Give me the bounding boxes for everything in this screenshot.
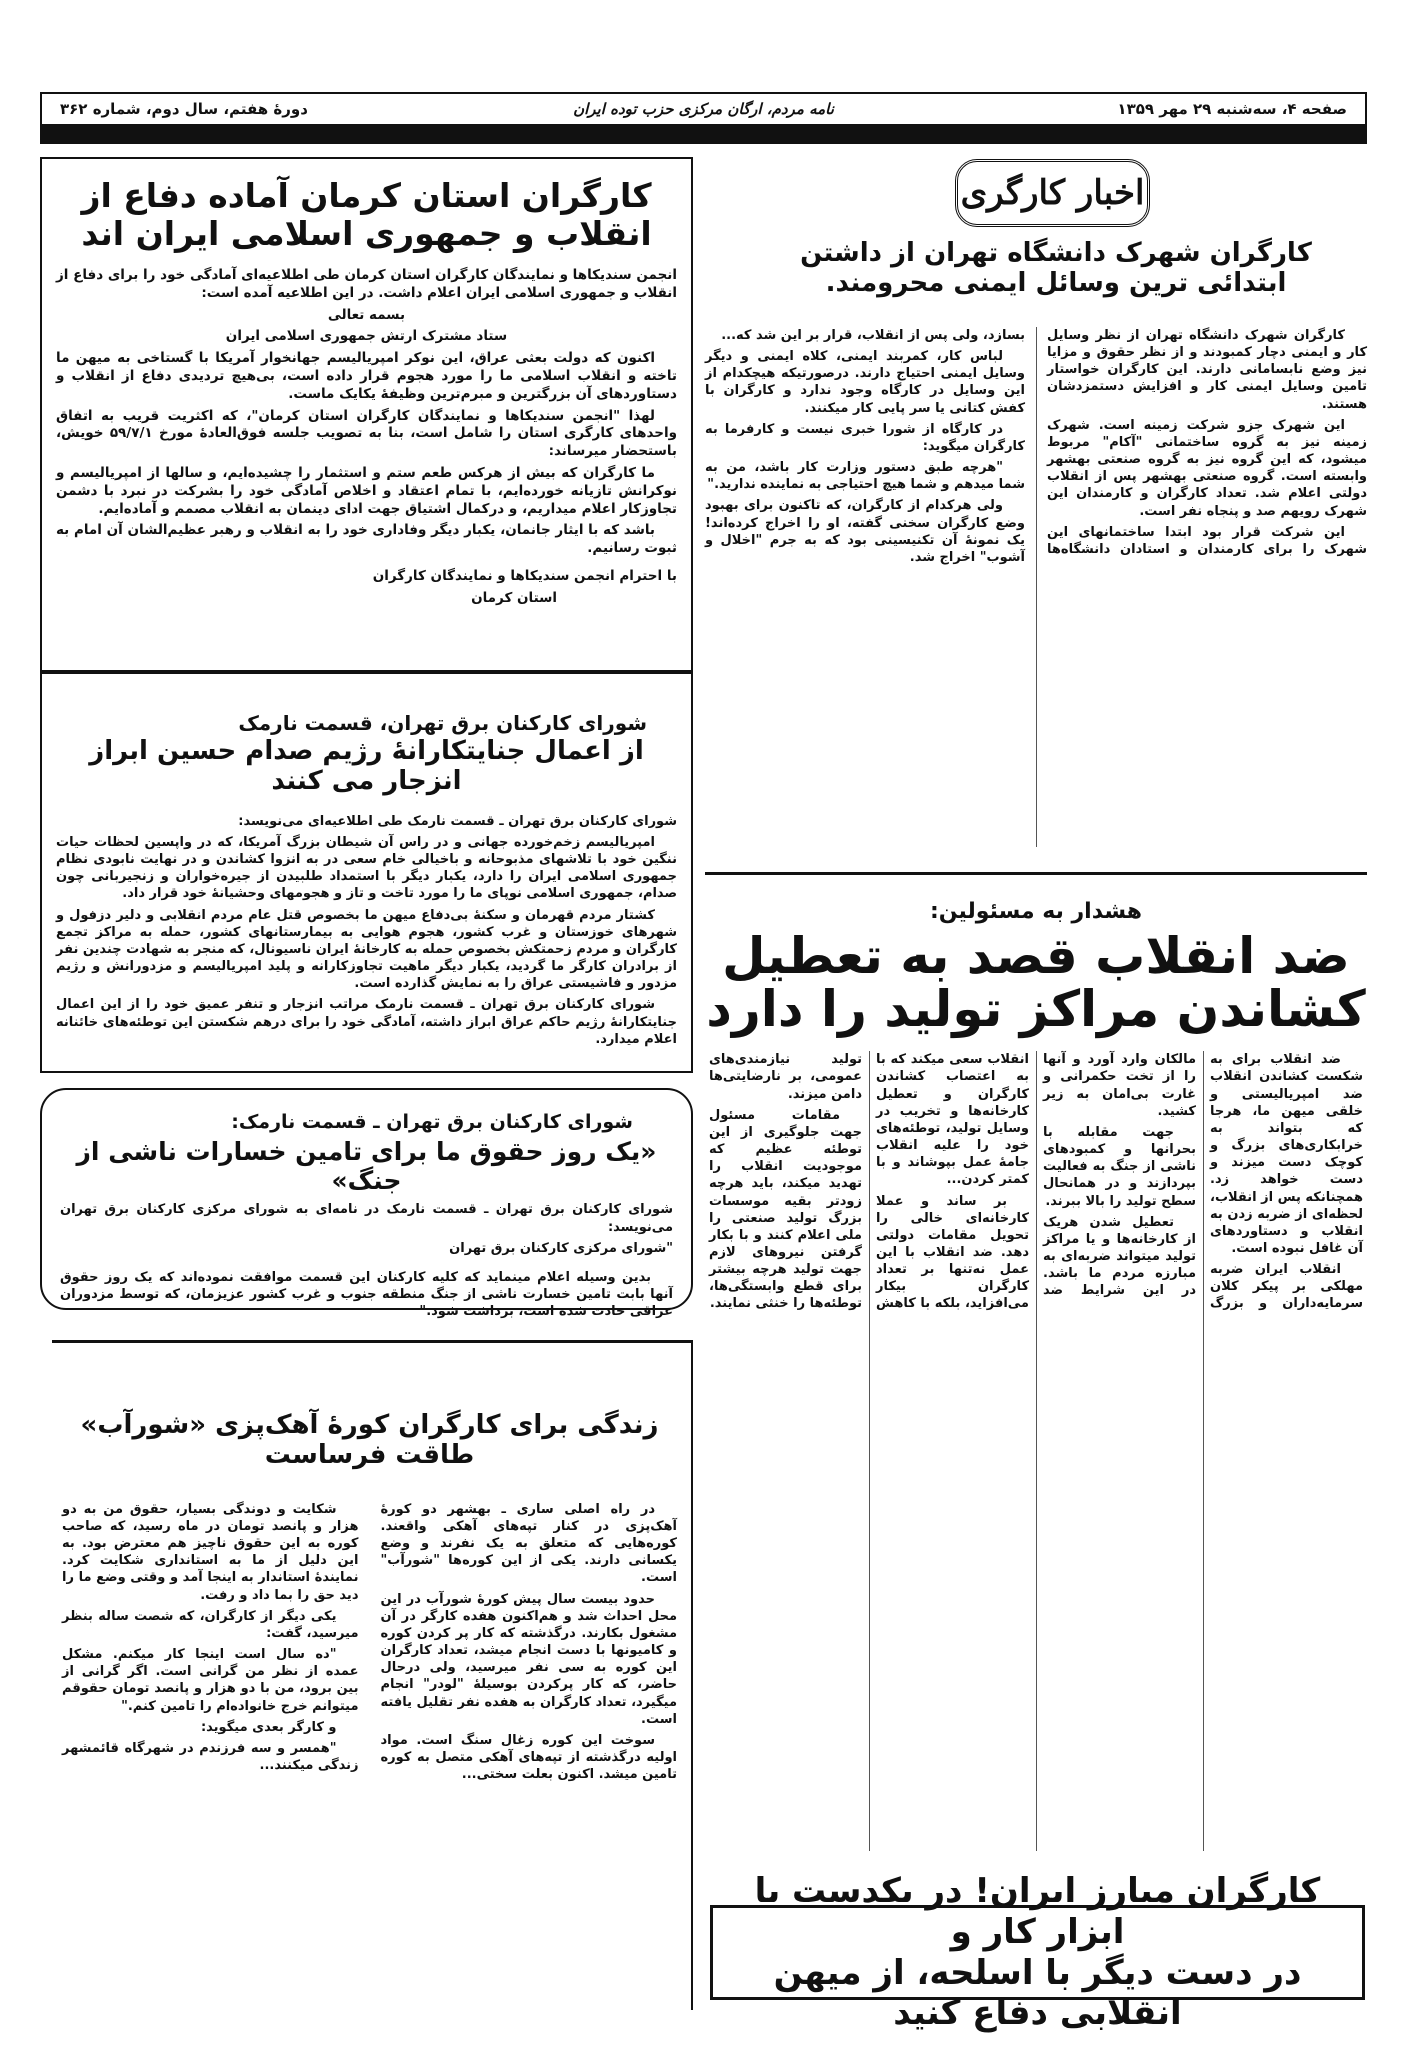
article-body: [705, 1051, 1367, 1851]
article-kerman: [40, 157, 693, 672]
lead: شورای کارکنان برق تهران ـ قسمت نارمک در نامه‌ای به شورای مرکزی کارکنان برق تهران می‌نویسد:: [60, 1202, 673, 1235]
kicker: شورای کارکنان برق تهران، قسمت نارمک: [238, 711, 647, 735]
headline-line-2: طاقت فرساست: [264, 1439, 475, 1470]
article-body: [56, 267, 677, 608]
addressee: "شورای مرکزی کارکنان برق تهران: [449, 1240, 673, 1256]
section-logo: اخبار کارگری: [955, 159, 1150, 227]
paragraph: در راه اصلی ساری ـ بهشهر دو کورهٔ آهک‌پزی در کنار تپه‌های آهکی واقعند. کوره‌هایی که متعلق به یک نفرند و وضع یکسانی دارند. یکی از این کوره‌ها "شورآب" است.: [380, 1501, 677, 1586]
kicker: هشدار به مسئولین:: [929, 899, 1143, 924]
paragraph: بدین وسیله اعلام مینماید که کلیه کارکنان این قسمت موافقت نموده‌اند که یک روز حقوق آنها بابت تامین خسارت ناشی از جنگ منطقه جنوب و غرب کشور عزیزمان، که توسط مزدوران عراقی حادث شده است، برداشت شود.": [60, 1269, 673, 1320]
lead: شورای کارکنان برق تهران ـ قسمت نارمک طی اطلاعیه‌ای می‌نویسد:: [238, 813, 677, 829]
intro: انجمن سندیکاها و نمایندگان کارگران استان کرمان طی اطلاعیه‌ای آمادگی خود را برای دفاع از انقلاب و جمهوری اسلامی ایران اعلام داشت. در این اطلاعیه آمده است:: [56, 266, 677, 301]
paragraph: جهت مقابله با بحرانها و کمبودهای ناشی از جنگ به فعالیت بپردازند و در همانحال سطح تولید را بالا ببرند.: [1043, 1124, 1196, 1209]
headline: کارگران استان کرمان آماده دفاع از انقلاب و جمهوری اسلامی ایران اند: [81, 176, 652, 253]
invocation: بسمه تعالی: [327, 306, 406, 323]
paragraph: سوخت این کوره زغال سنگ است. مواد اولیه درگذشته از تپه‌های آهکی متصل به کوره تامین میشد. اکنون بعلت سختی...: [380, 1732, 677, 1783]
paragraph: انقلاب ایران ضربه مهلکی بر پیکر کلان سرمایه‌داران و بزرگ مالکان وارد آورد و آنها را از تخت حکمرانی و غارت بی‌امان به زیر کشید.: [1043, 1052, 1363, 1312]
paragraph: کشتار مردم قهرمان و سکنهٔ بی‌دفاع میهن ما بخصوص قتل عام مردم انقلابی و دلیر دزفول و شهرهای خوزستان و غرب کشور، هجوم هوایی به بیمارستانهای کشور، حمله به مراکز تجمع کارگران و مردم زحمتکش بخصوص حمله به کارخانهٔ ایران ناسیونال، که منجر به شهادت چندین نفر از برادران کارگر ما گردید، یکبار دیگر ماهیت تجاوزکارانه و پلید امپریالیسم و مزدورانش و رژیم مزدور و فاشیستی عراق را به نمایش گذارده است.: [56, 907, 677, 992]
slogan-banner: [710, 1870, 1365, 2034]
addressee: ستاد مشترک ارتش جمهوری اسلامی ایران: [225, 328, 508, 345]
paragraph: در کارگاه از شورا خبری نیست و کارفرما به کارگران میگوید:: [705, 421, 1025, 454]
paragraph: و کارگر بعدی میگوید:: [200, 1719, 337, 1735]
paragraph: حدود بیست سال پیش کورهٔ شورآب در این محل احداث شد و هم‌اکنون هفده کارگر در آن مشغول بکارند. درگذشته که کار پر کردن کوره و کامیونها با دست انجام میشد، تعداد کارگران این کوره به سی نفر میرسید، ولی درحال حاضر، که کار پرکردن بوسیلهٔ "لودر" انجام میگیرد، تعداد کارگران به هفده نفر تقلیل یافته است.: [380, 1591, 677, 1727]
article-body: [56, 813, 677, 1048]
article-hoshdar: [705, 872, 1367, 1882]
headline: زندگی برای کارگران کورهٔ آهک‌پزی «شورآب»: [80, 1410, 659, 1440]
signature-place: استان کرمان: [471, 589, 557, 606]
paragraph: ضد انقلاب برای به شکست کشاندن انقلاب ضد امپریالیستی و خلقی میهن ما، هرجا که بتواند به خرابکاری‌های بزرگ و کوچک دست میزند و دست خواهد زد. همچنانکه پس از انقلاب، لحظه‌ای از ضربه زدن به انقلاب و دستاوردهای آن غافل نبوده است.: [1210, 1052, 1363, 1257]
article-barq-condemnation: [40, 672, 693, 1073]
paragraph: ما کارگران که بیش از هرکس طعم ستم و استثمار را چشیده‌ایم، و سالها از امپریالیسم و نوکرانش تازیانه خورده‌ایم، با تمام اعتقاد و اخلاص آمادگی خود را بشرکت در نبرد با دشمن تجاوزکار اعلام میداریم، و درکمال اشتیاق جهت ادای دینمان به انقلاب مصمم و آماده‌ایم.: [56, 465, 677, 517]
paragraph: لباس کار، کمربند ایمنی، کلاه ایمنی و دیگر وسایل ایمنی احتیاج دارند. درصورتیکه هیچکدام از این وسایل در کارگاه وجود ندارد و کارگران با کفش کتانی یا سر پایی کار میکنند.: [705, 349, 1025, 416]
paragraph: کارگران شهرک دانشگاه تهران از نظر وسایل کار و ایمنی دچار کمبودند و از نظر حقوق و مزایا نیز وضع نابسامانی دارند. این کارگران خواستار تامین وسایل ایمنی کار و افزایش دستمزدشان هستند.: [1047, 328, 1367, 412]
slogan-line-2: در دست دیگر با اسلحه، از میهن انقلابی دفاع کنید: [773, 1952, 1302, 2034]
paragraph: ولی هرکدام از کارگران، که تاکنون برای بهبود وضع کارگران سخنی گفته، او را اخراج کرده‌اند! یک نمونهٔ آن تکنیسینی بود که به جرم "اخلال و آشوب" اخراج شد.: [705, 498, 1025, 565]
paragraph: "هرچه طبق دستور وزارت کار باشد، من به شما میدهم و شما هیچ احتیاجی به نماینده ندارید.": [705, 460, 1025, 493]
paragraph: بر ساند و عملا کارخانه‌ای خالی را تحویل مقامات دولتی دهد. ضد انقلاب با این عمل نه‌تنها بر تعداد کارگران بیکار می‌افزاید، بلکه با کاهش تولید نیازمندی‌های عمومی، بر نارضایتی‌ها دامن میزند.: [709, 1052, 1029, 1312]
paragraph: شورای کارکنان برق تهران ـ قسمت نارمک مراتب انزجار و تنفر عمیق خود را از این اعمال جنایتکارانهٔ رژیم حاکم عراق ابراز داشته، آمادگی خود را برای درهم شکستن این توطئه‌های خائنانه اعلام میدارد.: [56, 997, 677, 1047]
article-war-wage: [40, 1088, 693, 1320]
issue-number: دورهٔ هفتم، سال دوم، شماره ۳۶۲: [60, 100, 308, 118]
article-akhbar-kargari: [705, 157, 1367, 857]
paragraph: "ده سال است اینجا کار میکنم. مشکل عمده از نظر من گرانی است. اگر گرانی از بین برود، من با دو هزار و پانصد تومان حقوقم میتوانم خرج خانواده‌ام را تامین کنم.": [62, 1647, 359, 1714]
paper-name: نامه مردم، ارگان مرکزی حزب توده ایران: [573, 100, 834, 118]
article-body: [705, 327, 1367, 847]
paragraph: باشد که با ایثار جانمان، یکبار دیگر وفاداری خود را به انقلاب و رهبر عظیم‌الشان آن امام به ثبوت رسانیم.: [56, 522, 677, 557]
article-shourab: [52, 1340, 693, 2010]
signature: با احترام انجمن سندیکاها و نمایندگان کارگران: [372, 568, 677, 585]
headline-line-2: کشاندن مراکز تولید را دارد: [706, 979, 1366, 1038]
slogan-line-1: کارگران مبارز ایران! در یکدست با ابزار کار و: [754, 1870, 1321, 1952]
paragraph: امپریالیسم زخم‌خورده جهانی و در راس آن شیطان بزرگ آمریکا، که در واپسین لحظات حیات ننگین خود با تلاشهای مذبوحانه و باخیالی خام سعی در به انزوا کشاندن و در نهایت نابودی نظام جمهوری اسلامی ایران را دارد، یکبار دیگر با استمداد طلبیدن از جیره‌خواران و زنجیربانی چون صدام، جمهوری اسلامی نوپای ما را مورد تاخت و تاز و هجومهای وحشیانهٔ خود قرار داد.: [56, 834, 677, 902]
paragraph: مقامات مسئول جهت جلوگیری از این توطئه عظیم که موجودیت انقلاب را تهدید میکند، باید هرچه زودتر بقیه موسسات بزرگ تولید صنعتی را ملی اعلام کنند و با بکار گرفتن نیروهای لازم جهت تولید هرچه بیشتر برای قطع وابستگی‌ها، توطئه‌ها را خنثی نمایند.: [709, 1107, 862, 1312]
paragraph: یکی دیگر از کارگران، که شصت ساله بنظر میرسید، گفت:: [62, 1608, 359, 1641]
kicker: شورای کارکنان برق تهران ـ قسمت نارمک:: [231, 1111, 633, 1133]
masthead: [40, 92, 1367, 144]
headline: کارگران شهرک دانشگاه تهران از داشتن ابتدائی ترین وسائل ایمنی محرومند.: [800, 238, 1312, 298]
article-body: [62, 1501, 677, 2001]
headline: از اعمال جنایتکارانهٔ رژیم صدام حسین ابراز انزجار می کنند: [89, 736, 644, 796]
paragraph: "همسر و سه فرزندم در شهرگاه قائمشهر زندگی میکنند...: [62, 1740, 359, 1773]
paragraph: شکایت و دوندگی بسیار، حقوق من به دو هزار و پانصد تومان در ماه رسید، که صاحب کوره به این حقوق ناچیز هم معترض بود. به این دلیل از ما به استانداری شکایت کرد. نمایندهٔ استاندار به اینجا آمد و وقتی وضع ما را دید حق را بما داد و رفت.: [62, 1501, 359, 1603]
paragraph: اکنون که دولت بعثی عراق، این نوکر امپریالیسم جهانخوار آمریکا با گستاخی به میهن ما تاخته و انقلاب اسلامی ما را مورد هجوم قرار داده است، بی‌هیچ تردیدی دفاع از انقلاب و دستاوردهای آن بزرگترین و مبرم‌ترین وظیفهٔ یکایک ماست.: [56, 350, 677, 402]
paragraph: این شهرک جزو شرکت زمینه است. شهرک زمینه نیز به گروه ساختمانی "آکام" مربوط میشود، که این گروه نیز به گروه صنعتی بهشهر وابسته است. گروه صنعتی بهشهر پس از انقلاب دولتی اعلام شد. تعداد کارگران و کارمندان این شهرک رویهم صد و پنجاه نفر است.: [1047, 417, 1367, 519]
article-body: [60, 1201, 673, 1320]
headline: ضد انقلاب قصد به تعطیل: [722, 927, 1350, 986]
headline: «یک روز حقوق ما برای تامین خسارات ناشی از جنگ»: [76, 1136, 657, 1195]
paragraph: تعطیل شدن هریک از کارخانه‌ها و یا مراکز تولید میتواند ضربه‌ای به مبارزه مردم ما باشد. در این شرایط ضد انقلاب سعی میکند که با به اعتصاب کشاندن کارگران و تعطیل کارخانه‌ها و تخریب در وسایل تولید، توطئه‌های خود را علیه انقلاب جامهٔ عمل بپوشاند و با کمتر کردن...: [876, 1052, 1196, 1299]
paragraph: لهذا "انجمن سندیکاها و نمایندگان کارگران استان کرمان"، که اکثریت قریب به اتفاق واحدهای کارگری استان را شامل است، بنا به تصویب جلسه فوق‌العادهٔ مورخ ۵۹/۷/۱ خویش، باستحضار میرساند:: [56, 407, 677, 460]
paragraph: این شرکت قرار بود ابتدا ساختمانهای این شهرک را برای کارمندان و استادان دانشگاه‌ها بسازد، ولی پس از انقلاب، قرار بر این شد که...: [721, 328, 1367, 557]
masthead-rule: [42, 124, 1365, 142]
page-date: صفحه ۴، سه‌شنبه ۲۹ مهر ۱۳۵۹: [1117, 100, 1347, 118]
